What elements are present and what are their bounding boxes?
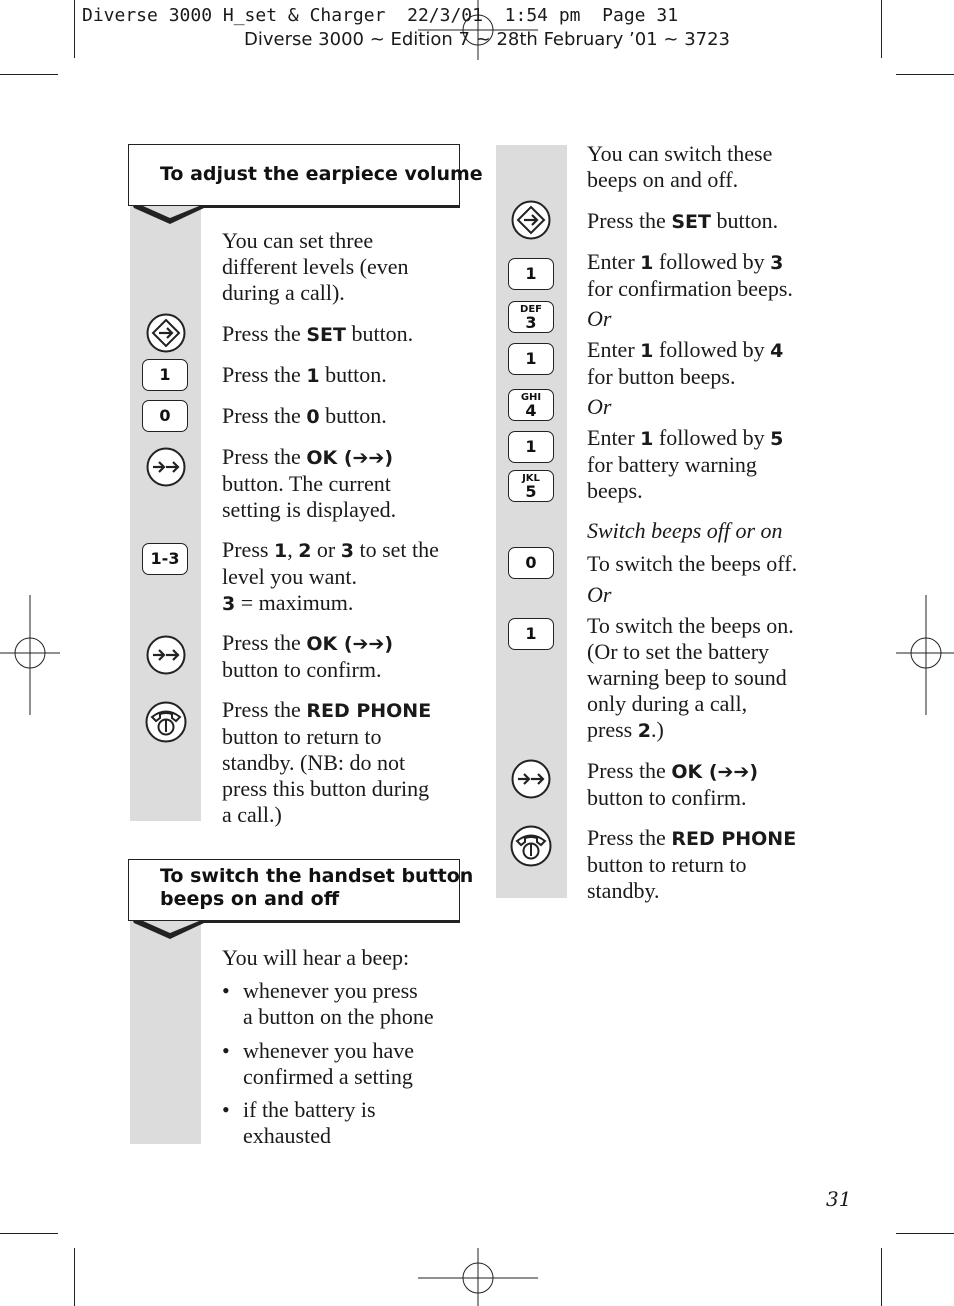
key-1-icon: 1 bbox=[508, 343, 554, 375]
crop-mark bbox=[896, 74, 954, 75]
crop-mark bbox=[0, 74, 58, 75]
subheading: Switch beeps off or on bbox=[587, 518, 783, 543]
crop-mark bbox=[74, 1248, 75, 1306]
intro-text: You can switch these beeps on and off. bbox=[587, 141, 773, 192]
page-number: 31 bbox=[826, 1187, 852, 1211]
switch-off-text: To switch the beeps off. bbox=[587, 551, 798, 576]
section-title: To switch the handset button beeps on and off bbox=[160, 865, 474, 910]
step-confirm: Press the OK (➔➔) button to confirm. bbox=[587, 758, 759, 810]
list-item: whenever you have confirmed a setting bbox=[243, 1038, 415, 1089]
key-0-icon: 0 bbox=[142, 400, 188, 432]
set-button-icon bbox=[510, 199, 552, 241]
option-battery-beeps: Enter 1 followed by 5 for battery warning beeps. bbox=[587, 425, 784, 503]
key-1-icon: 1 bbox=[508, 258, 554, 290]
intro-text: You will hear a beep: bbox=[222, 945, 410, 970]
set-button-icon bbox=[145, 312, 187, 354]
registration-mark-bottom bbox=[418, 1248, 538, 1306]
key-1-icon: 1 bbox=[142, 359, 188, 391]
switch-on-text: To switch the beeps on. (Or to set the battery warning beep to sound only during a call, press 2.) bbox=[587, 613, 794, 742]
registration-mark-left bbox=[0, 595, 60, 715]
key-5-jkl-icon: JKL 5 bbox=[508, 470, 554, 502]
red-phone-icon bbox=[144, 700, 188, 744]
bullet-marker: • bbox=[222, 1097, 230, 1122]
crop-mark bbox=[0, 1233, 58, 1234]
ok-button-icon bbox=[510, 758, 552, 800]
ok-button-icon bbox=[145, 446, 187, 488]
or-label: Or bbox=[587, 306, 612, 331]
step-set: Press the SET button. bbox=[222, 321, 414, 346]
list-item: if the battery is exhausted bbox=[243, 1097, 376, 1148]
crop-mark bbox=[881, 0, 882, 58]
list-item: whenever you press a button on the phone bbox=[243, 978, 434, 1029]
key-3-def-icon: DEF 3 bbox=[508, 301, 554, 333]
section-title: To adjust the earpiece volume bbox=[160, 163, 483, 185]
print-header-line1: Diverse 3000 H_set & Charger 22/3/01 1:54 pm Page 31 bbox=[82, 5, 679, 26]
bullet-marker: • bbox=[222, 978, 230, 1003]
step-set: Press the SET button. bbox=[587, 208, 779, 233]
or-label: Or bbox=[587, 394, 612, 419]
step-press-ok: Press the OK (➔➔) button. The current setting is displayed. bbox=[222, 444, 397, 522]
step-set-level: Press 1, 2 or 3 to set the level you want. 3 = maximum. bbox=[222, 537, 439, 615]
option-confirmation-beeps: Enter 1 followed by 3 for confirmation beeps. bbox=[587, 249, 793, 301]
step-confirm: Press the OK (➔➔) button to confirm. bbox=[222, 630, 394, 682]
red-phone-icon bbox=[509, 824, 553, 868]
step-press-0: Press the 0 button. bbox=[222, 403, 387, 428]
key-4-ghi-icon: GHI 4 bbox=[508, 389, 554, 421]
intro-text: You can set three different levels (even during a call). bbox=[222, 228, 409, 305]
key-1-icon: 1 bbox=[508, 618, 554, 650]
bullet-marker: • bbox=[222, 1038, 230, 1063]
crop-mark bbox=[896, 1233, 954, 1234]
ok-button-icon bbox=[145, 634, 187, 676]
key-1-icon: 1 bbox=[508, 431, 554, 463]
crop-mark bbox=[74, 0, 75, 58]
or-label: Or bbox=[587, 582, 612, 607]
step-red-phone: Press the RED PHONE button to return to standby. (NB: do not press this button during a call.) bbox=[222, 697, 432, 827]
key-1-3-icon: 1-3 bbox=[142, 543, 188, 575]
crop-mark bbox=[881, 1248, 882, 1306]
step-red-phone: Press the RED PHONE button to return to standby. bbox=[587, 825, 797, 903]
step-press-1: Press the 1 button. bbox=[222, 362, 387, 387]
key-0-icon: 0 bbox=[508, 547, 554, 579]
registration-mark-right bbox=[896, 595, 954, 715]
print-header-line2: Diverse 3000 ~ Edition 7 ~ 28th February ’01 ~ 3723 bbox=[244, 29, 731, 50]
option-button-beeps: Enter 1 followed by 4 for button beeps. bbox=[587, 337, 784, 389]
